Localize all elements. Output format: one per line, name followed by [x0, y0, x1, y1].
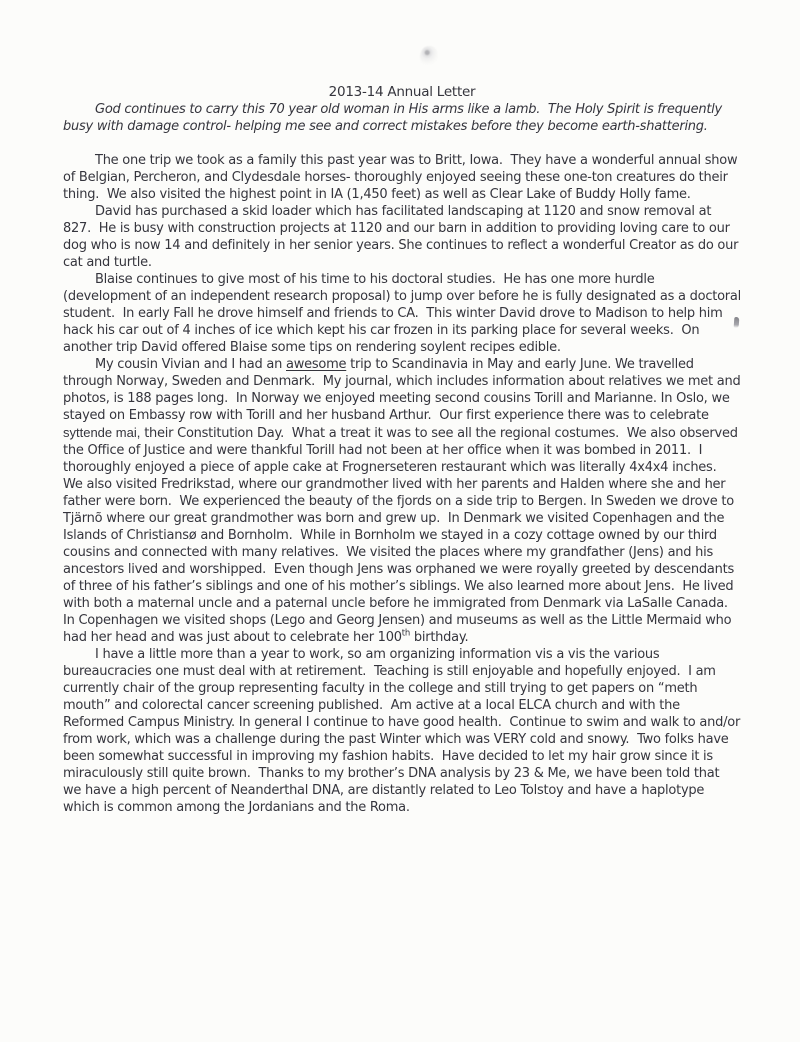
letter-title: 2013-14 Annual Letter [328, 84, 476, 100]
text-run: My cousin Vivian and I had an [95, 357, 286, 372]
text-run: birthday. [409, 630, 469, 645]
letter-paragraph [63, 356, 745, 646]
text-run-alt: syttende mai, [63, 425, 141, 440]
text-run: David has purchased a skid loader which has facilitated landscaping at 1120 and snow removal at 827. He is busy with construction projects at 1120 and our barn in addition to providing loving care to our dog who is now 14 and definitely in her senior years. She continues to reflect a wonderful Creator as do our cat and turtle. [63, 204, 743, 270]
scan-smudge-top-center [420, 46, 438, 68]
text-run: trip to Scandinavia in May and early June. We travelled through Norway, Sweden and Denmark. My journal, which includes information about relatives we met and photos, is 188 pages long. In Norway we enjoyed meeting second cousins Torill and Marianne. In Oslo, we stayed on Embassy row with Torill and her husband Arthur. Our first experience there was to celebrate [63, 357, 745, 423]
text-run-underline: awesome [286, 357, 347, 372]
text-run: their Constitution Day. What a treat it was to see all the regional costumes. We also observed the Office of Justice and were thankful Torill had not been at her office when it was bombed in 2011. I thoroughly enjoyed a piece of apple cake at Frognerseteren restaurant which was literally 4x4x4 inches. We also visited Fredrikstad, where our grandmother lived with her parents and Halden where she and her father were born. We experienced the beauty of the fjords on a side trip to Bergen. In Sweden we drove to Tjärnõ where our great grandmother was born and grew up. In Denmark we visited Copenhagen and the Islands of Christiansø and Bornholm. While in Bornholm we stayed in a cozy cottage owned by our third cousins and connected with many relatives. We visited the places where my grandfather (Jens) and his ancestors lived and worshipped. Even though Jens was orphaned we were royally greeted by descendants of three of his father’s siblings and one of his mother’s siblings. We also learned more about Jens. He lived with both a maternal uncle and a paternal uncle before he immigrated from Denmark via LaSalle Canada. In Copenhagen we visited shops (Lego and Georg Jensen) and museums as well as the Little Mermaid who had her head and was just about to celebrate her 100 [63, 426, 742, 645]
text-run: Blaise continues to give most of his time to his doctoral studies. He has one more hurdle (development of an independent research proposal) to jump over before he is fully designated as a doctoral student. In early Fall he drove himself and friends to CA. This winter David drove to Madison to help him hack his car out of 4 inches of ice which kept his car frozen in its parking place for several weeks. On another trip David offered Blaise some tips on rendering soylent recipes edible. [63, 272, 745, 355]
letter-paragraph [63, 101, 741, 135]
text-run: God continues to carry this 70 year old woman in His arms like a lamb. The Holy Spirit is frequently busy with damage control- helping me see and correct mistakes before they become earth-shattering. [63, 102, 726, 134]
text-run-sup: th [401, 628, 410, 639]
letter-paragraph [63, 646, 744, 816]
text-run: The one trip we took as a family this past year was to Britt, Iowa. They have a wonderful annual show of Belgian, Percheron, and Clydesdale horses- thoroughly enjoyed seeing these one-ton creatures do their thing. We also visited the highest point in IA (1,450 feet) as well as Clear Lake of Buddy Holly fame. [63, 153, 742, 202]
letter-paragraph [63, 271, 745, 356]
letter-paragraph [63, 203, 741, 271]
letter-body [63, 84, 745, 816]
text-run: I have a little more than a year to work, so am organizing information vis a vis the various bureaucracies one must deal with at retirement. Teaching is still enjoyable and hopefully enjoyed. I am currently chair of the group representing faculty in the college and still trying to get papers on “meth mouth” and colorectal cancer screening published. Am active at a local ELCA church and with the Reformed Campus Ministry. In general I continue to have good health. Continue to swim and walk to and/or from work, which was a challenge during the past Winter which was VERY cold and snowy. Two folks have been somewhat successful in improving my fashion habits. Have decided to let my hair grow since it is miraculously still quite brown. Thanks to my brother’s DNA analysis by 23 & Me, we have been told that we have a high percent of Neanderthal DNA, are distantly related to Leo Tolstoy and have a haplotype which is common among the Jordanians and the Roma. [63, 647, 744, 815]
letter-paragraphs [63, 101, 745, 816]
letter-paragraph [63, 152, 741, 203]
